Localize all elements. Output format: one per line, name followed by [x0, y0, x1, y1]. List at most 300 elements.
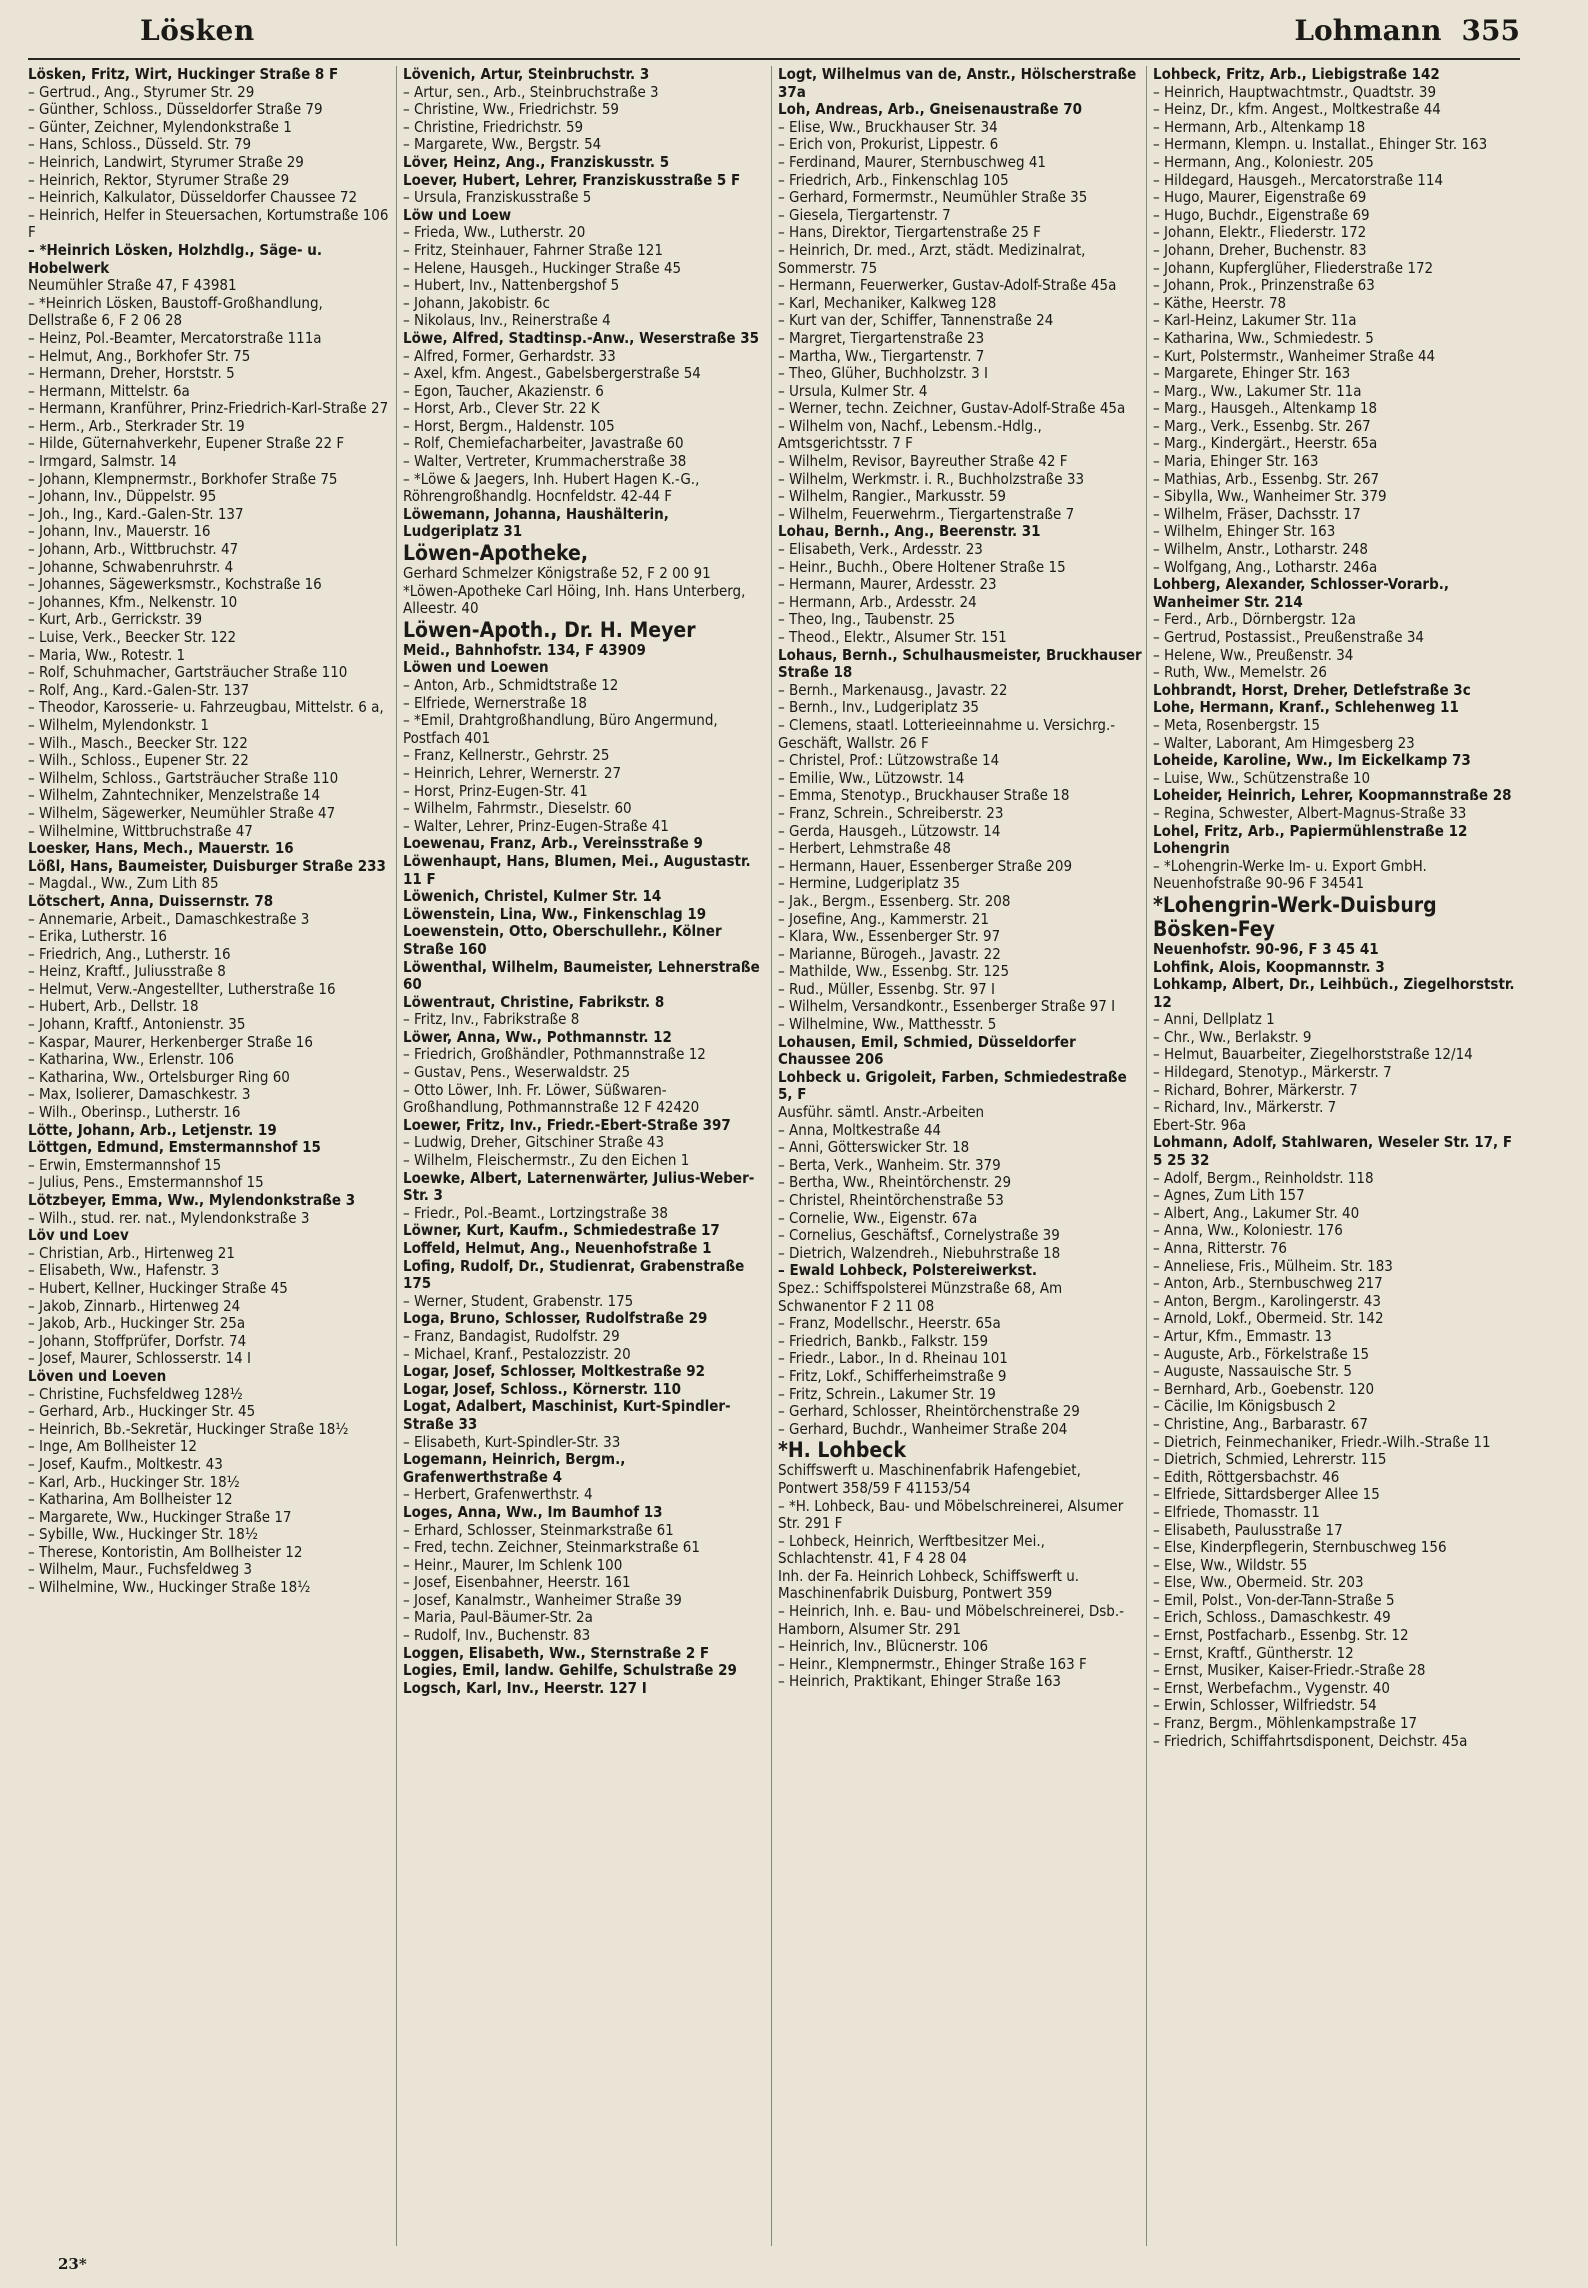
- directory-entry: – Ernst, Postfacharb., Essenbg. Str. 12: [1153, 1626, 1409, 1645]
- directory-entry: Logt, Wilhelmus van de, Anstr., Hölscherstraße 37a: [778, 66, 1137, 101]
- directory-entry: Schiffswerft u. Maschinenfabrik Hafengebiet, Pontwert 358/59 F 41153/54: [778, 1461, 1081, 1497]
- directory-entry: – Ernst, Kraftf., Güntherstr. 12: [1153, 1643, 1354, 1662]
- directory-entry: – Rudolf, Inv., Buchenstr. 83: [403, 1626, 591, 1645]
- directory-entry: – Franz, Bandagist, Rudolfstr. 29: [403, 1326, 620, 1345]
- directory-entry: – Meta, Rosenbergstr. 15: [1153, 715, 1320, 734]
- directory-entry: Loges, Anna, Ww., Im Baumhof 13: [403, 1502, 663, 1521]
- directory-entry: – Hugo, Buchdr., Eigenstraße 69: [1153, 205, 1370, 224]
- directory-entry: – Christine, Ang., Barbarastr. 67: [1153, 1414, 1368, 1433]
- directory-entry: – Johann, Inv., Düppelstr. 95: [28, 487, 217, 506]
- directory-entry: – Wilhelmine, Wittbruchstraße 47: [28, 821, 253, 840]
- directory-entry: – Joh., Ing., Kard.-Galen-Str. 137: [28, 504, 244, 523]
- directory-entry: – Theo, Ing., Taubenstr. 25: [778, 610, 956, 629]
- directory-entry: Lohel, Fritz, Arb., Papiermühlenstraße 12: [1153, 821, 1468, 840]
- directory-entry: – Wolfgang, Ang., Lotharstr. 246a: [1153, 557, 1378, 576]
- directory-entry: – Inge, Am Bollheister 12: [28, 1437, 197, 1456]
- directory-entry: Lohbeck, Fritz, Arb., Liebigstraße 142: [1153, 66, 1440, 83]
- directory-entry: – Josef, Kanalmstr., Wanheimer Straße 39: [403, 1590, 682, 1609]
- directory-entry: – Horst, Prinz-Eugen-Str. 41: [403, 781, 588, 800]
- directory-entry: – Johann, Prok., Prinzenstraße 63: [1153, 276, 1375, 295]
- directory-entry: Löwen und Loewen: [403, 658, 549, 677]
- directory-entry: Neumühler Straße 47, F 43981: [28, 276, 237, 295]
- directory-entry: – Hilde, Güternahverkehr, Eupener Straße 22 F: [28, 434, 345, 453]
- directory-entry: – Annemarie, Arbeit., Damaschkestraße 3: [28, 909, 310, 928]
- directory-entry: – Wilhelm, Fleischermstr., Zu den Eichen 1: [403, 1151, 690, 1170]
- directory-entry: – Hildegard, Stenotyp., Märkerstr. 7: [1153, 1063, 1392, 1082]
- directory-entry: – Günther, Schloss., Düsseldorfer Straße 79: [28, 100, 323, 119]
- directory-entry: – Gerhard, Buchdr., Wanheimer Straße 204: [778, 1419, 1068, 1438]
- directory-entry: – Marg., Hausgeh., Altenkamp 18: [1153, 399, 1378, 418]
- directory-entry: Löwen-Apotheke,: [403, 541, 589, 566]
- directory-entry: – Rolf, Chemiefacharbeiter, Javastraße 60: [403, 434, 684, 453]
- directory-entry: – Cäcilie, Im Königsbusch 2: [1153, 1397, 1336, 1416]
- directory-entry: – Rolf, Ang., Kard.-Galen-Str. 137: [28, 680, 250, 699]
- directory-entry: Löwer, Anna, Ww., Pothmannstr. 12: [403, 1027, 672, 1046]
- directory-entry: – Rolf, Schuhmacher, Gartsträucher Straße 110: [28, 663, 348, 682]
- directory-entry: – Mathilde, Ww., Essenbg. Str. 125: [778, 962, 1010, 981]
- directory-entry: – Johann, Klempnermstr., Borkhofer Straße 75: [28, 469, 338, 488]
- directory-entry: – Wilhelm, Rangier., Markusstr. 59: [778, 487, 1007, 506]
- directory-entry: – Heinrich, Kalkulator, Düsseldorfer Chaussee 72: [28, 188, 358, 207]
- directory-entry: – Franz, Modellschr., Heerstr. 65a: [778, 1314, 1001, 1333]
- directory-entry: – Hugo, Maurer, Eigenstraße 69: [1153, 188, 1367, 207]
- directory-entry: – Fred, techn. Zeichner, Steinmarkstraße 61: [403, 1538, 700, 1557]
- directory-entry: – Martha, Ww., Tiergartenstr. 7: [778, 346, 985, 365]
- directory-entry: Lohau, Bernh., Ang., Beerenstr. 31: [778, 522, 1041, 541]
- directory-entry: – Margarete, Ww., Bergstr. 54: [403, 135, 602, 154]
- directory-entry: *Lohengrin-Werk-Duisburg Bösken-Fey: [1153, 892, 1437, 941]
- directory-entry: – Friedrich, Bankb., Falkstr. 159: [778, 1331, 989, 1350]
- directory-entry: – *Löwe & Jaegers, Inh. Hubert Hagen K.-G., Röhrengroßhandlg. Hocnfeldstr. 42-44 F: [403, 469, 700, 506]
- directory-entry: – Wilh., stud. rer. nat., Mylendonkstraße 3: [28, 1208, 310, 1227]
- directory-entry: Löven und Loeven: [28, 1366, 167, 1385]
- directory-entry: – Emma, Stenotyp., Bruckhauser Straße 18: [778, 786, 1070, 805]
- directory-entry: – Walter, Laborant, Am Himgesberg 23: [1153, 733, 1415, 752]
- directory-entry: – Gerhard, Arb., Huckinger Str. 45: [28, 1402, 256, 1421]
- directory-entry: – Ernst, Werbefachm., Vygenstr. 40: [1153, 1678, 1390, 1697]
- directory-entry: – Heinrich, Dr. med., Arzt, städt. Medizinalrat, Sommerstr. 75: [778, 240, 1086, 277]
- directory-entry: – Ewald Lohbeck, Polstereiwerkst.: [778, 1261, 1038, 1280]
- directory-entry: – Johann, Dreher, Buchenstr. 83: [1153, 240, 1367, 259]
- directory-entry: – Walter, Lehrer, Prinz-Eugen-Straße 41: [403, 816, 669, 835]
- directory-entry: – Klara, Ww., Essenberger Str. 97: [778, 927, 1001, 946]
- directory-entry: – Hermann, Ang., Koloniestr. 205: [1153, 152, 1374, 171]
- directory-entry: – Ursula, Franziskusstraße 5: [403, 188, 592, 207]
- directory-entry: – Wilhelm, Fräser, Dachsstr. 17: [1153, 504, 1361, 523]
- directory-entry: – Anton, Arb., Sternbuschweg 217: [1153, 1274, 1383, 1293]
- directory-entry: – Alfred, Former, Gerhardstr. 33: [403, 346, 616, 365]
- page-header: [28, 10, 1520, 60]
- directory-entry: Lohberg, Alexander, Schlosser-Vorarb., Wanheimer Str. 214: [1153, 575, 1450, 611]
- directory-entry: Loewenstein, Otto, Oberschullehr., Kölner Straße 160: [403, 922, 722, 958]
- directory-entry: – Luise, Verk., Beecker Str. 122: [28, 628, 237, 646]
- directory-entry: Logar, Josef, Schloss., Körnerstr. 110: [403, 1379, 682, 1398]
- directory-entry: Lohfink, Alois, Koopmannstr. 3: [1153, 957, 1385, 976]
- directory-entry: Loever, Hubert, Lehrer, Franziskusstraße 5 F: [403, 170, 741, 189]
- directory-entry: – Anni, Dellplatz 1: [1153, 1010, 1275, 1029]
- directory-entry: – Emilie, Ww., Lützowstr. 14: [778, 768, 965, 787]
- directory-entry: Loggen, Elisabeth, Ww., Sternstraße 2 F: [403, 1643, 710, 1662]
- directory-entry: Loewke, Albert, Laternenwärter, Julius-Weber-Str. 3: [403, 1168, 755, 1205]
- directory-entry: Loheider, Heinrich, Lehrer, Koopmannstraße 28: [1153, 786, 1512, 805]
- directory-entry: Löwen-Apoth., Dr. H. Meyer: [403, 617, 696, 642]
- directory-entry: – Heinrich, Praktikant, Ehinger Straße 163: [778, 1672, 1062, 1691]
- directory-entry: – Katharina, Ww., Ortelsburger Ring 60: [28, 1067, 290, 1086]
- directory-entry: – Wilhelm, Schloss., Gartsträucher Straße 110: [28, 768, 339, 787]
- directory-entry: – Emil, Polst., Von-der-Tann-Straße 5: [1153, 1590, 1395, 1609]
- directory-entry: – Heinz, Kraftf., Juliusstraße 8: [28, 962, 226, 981]
- directory-entry: Lövenich, Artur, Steinbruchstr. 3: [403, 66, 650, 83]
- directory-entry: – Hubert, Kellner, Huckinger Straße 45: [28, 1278, 288, 1297]
- directory-entry: – Herbert, Lehmstraße 48: [778, 839, 951, 858]
- directory-entry: – Sybille, Ww., Huckinger Str. 18½: [28, 1525, 258, 1544]
- directory-entry: – Fritz, Inv., Fabrikstraße 8: [403, 1010, 580, 1029]
- directory-entry: – Else, Kinderpflegerin, Sternbuschweg 156: [1153, 1538, 1447, 1557]
- directory-entry: – Anna, Moltkestraße 44: [778, 1120, 942, 1139]
- directory-entry: Gerhard Schmelzer Königstraße 52, F 2 00 91: [403, 564, 711, 583]
- directory-entry: Lohmann, Adolf, Stahlwaren, Weseler Str. 17, F 5 25 32: [1153, 1133, 1513, 1170]
- directory-entry: – Christine, Ww., Friedrichstr. 59: [403, 100, 619, 119]
- directory-entry: – Heinrich, Rektor, Styrumer Straße 29: [28, 170, 290, 189]
- directory-entry: – Hermann, Kranführer, Prinz-Friedrich-Karl-Straße 27: [28, 399, 389, 418]
- page-number: 355: [1461, 14, 1520, 47]
- directory-entry: – Helmut, Bauarbeiter, Ziegelhorststraße 12/14: [1153, 1045, 1473, 1064]
- directory-entry: Logat, Adalbert, Maschinist, Kurt-Spindler-Straße 33: [403, 1397, 731, 1433]
- directory-entry: – Heinz, Pol.-Beamter, Mercatorstraße 111a: [28, 328, 322, 347]
- directory-entry: – Johann, Kraftf., Antonienstr. 35: [28, 1015, 246, 1034]
- directory-entry: – Mathias, Arb., Essenbg. Str. 267: [1153, 469, 1380, 488]
- directory-entry: – Friedr., Labor., In d. Rheinau 101: [778, 1349, 1008, 1368]
- directory-entry: – Karl, Mechaniker, Kalkweg 128: [778, 293, 997, 312]
- directory-entry: – Erika, Lutherstr. 16: [28, 927, 167, 946]
- directory-entry: – Friedr., Pol.-Beamt., Lortzingstraße 38: [403, 1203, 668, 1222]
- directory-entry: – Gerda, Hausgeh., Lützowstr. 14: [778, 821, 1001, 840]
- directory-entry: – Wilhelmine, Ww., Matthesstr. 5: [778, 1015, 997, 1034]
- directory-entry: – Egon, Taucher, Akazienstr. 6: [403, 381, 604, 400]
- directory-entry: – Magdal., Ww., Zum Lith 85: [28, 874, 219, 893]
- directory-entry: Lößl, Hans, Baumeister, Duisburger Straße 233: [28, 856, 386, 875]
- directory-entry: – Rud., Müller, Essenbg. Str. 97 I: [778, 979, 996, 998]
- directory-entry: – Wilh., Oberinsp., Lutherstr. 16: [28, 1103, 241, 1122]
- directory-entry: – Dietrich, Schmied, Lehrerstr. 115: [1153, 1450, 1387, 1469]
- column-1: [28, 66, 397, 2246]
- directory-entry: – Ernst, Musiker, Kaiser-Friedr.-Straße 28: [1153, 1661, 1426, 1680]
- directory-entry: – Elisabeth, Kurt-Spindler-Str. 33: [403, 1432, 621, 1451]
- header-right: [1274, 14, 1520, 47]
- directory-entry: – Elisabeth, Paulusstraße 17: [1153, 1520, 1343, 1539]
- directory-entry: – Gertrud, Postassist., Preußenstraße 34: [1153, 628, 1425, 646]
- column-2: [403, 66, 772, 2246]
- directory-entry: Inh. der Fa. Heinrich Lohbeck, Schiffswerft u. Maschinenfabrik Duisburg, Pontwert 359: [778, 1566, 1080, 1603]
- directory-entry: – Anneliese, Fris., Mülheim. Str. 183: [1153, 1256, 1393, 1275]
- directory-entry: – Gerhard, Schlosser, Rheintörchenstraße 29: [778, 1402, 1080, 1421]
- directory-entry: – Heinrich, Lehrer, Wernerstr. 27: [403, 763, 622, 782]
- directory-entry: – Gerhard, Formermstr., Neumühler Straße 35: [778, 188, 1088, 207]
- directory-entry: Löwenich, Christel, Kulmer Str. 14: [403, 887, 662, 906]
- directory-entry: – Wilhelm, Revisor, Bayreuther Straße 42 F: [778, 452, 1068, 471]
- directory-entry: – Bertha, Ww., Rheintörchenstr. 29: [778, 1173, 1012, 1192]
- directory-entry: – Hildegard, Hausgeh., Mercatorstraße 114: [1153, 170, 1444, 189]
- directory-entry: – Wilhelm, Fahrmstr., Dieselstr. 60: [403, 799, 632, 818]
- directory-entry: – Heinrich, Inh. e. Bau- und Möbelschreinerei, Dsb.-Hamborn, Alsumer Str. 291: [778, 1602, 1125, 1638]
- directory-entry: Loewenau, Franz, Arb., Vereinsstraße 9: [403, 834, 703, 853]
- directory-entry: – Else, Ww., Obermeid. Str. 203: [1153, 1573, 1364, 1592]
- directory-entry: – Maria, Ww., Rotestr. 1: [28, 645, 186, 664]
- directory-entry: – Hans, Direktor, Tiergartenstraße 25 F: [778, 223, 1041, 242]
- directory-entry: – *Lohengrin-Werke Im- u. Export GmbH. Neuenhofstraße 90-96 F 34541: [1153, 856, 1427, 893]
- directory-entry: – Wilhelm, Zahntechniker, Menzelstraße 14: [28, 786, 321, 805]
- directory-entry: – Clemens, staatl. Lotterieeinnahme u. Versichrg.-Geschäft, Wallstr. 26 F: [778, 715, 1116, 752]
- column-4: [1153, 66, 1522, 2246]
- directory-entry: – Johann, Elektr., Fliederstr. 172: [1153, 223, 1367, 242]
- directory-entry: – Wilhelm, Werkmstr. i. R., Buchholzstraße 33: [778, 469, 1085, 488]
- directory-entry: – Helene, Hausgeh., Huckinger Straße 45: [403, 258, 682, 277]
- directory-entry: Ausführ. sämtl. Anstr.-Arbeiten: [778, 1103, 985, 1122]
- directory-entry: – Artur, Kfm., Emmastr. 13: [1153, 1326, 1332, 1345]
- directory-entry: – Gertrud., Ang., Styrumer Str. 29: [28, 82, 255, 101]
- directory-entry: Ebert-Str. 96a: [1153, 1115, 1247, 1134]
- directory-entry: – Ursula, Kulmer Str. 4: [778, 381, 928, 400]
- directory-entry: *H. Lohbeck: [778, 1438, 907, 1463]
- directory-entry: – Karl-Heinz, Lakumer Str. 11a: [1153, 311, 1357, 330]
- directory-entry: Lösken, Fritz, Wirt, Huckinger Straße 8 F: [28, 66, 339, 83]
- directory-entry: Löwemann, Johanna, Haushälterin, Ludgeriplatz 31: [403, 504, 669, 541]
- directory-entry: – Werner, Student, Grabenstr. 175: [403, 1291, 634, 1310]
- directory-entry: Neuenhofstr. 90-96, F 3 45 41: [1153, 939, 1379, 958]
- directory-entry: – Josef, Kaufm., Moltkestr. 43: [28, 1454, 223, 1473]
- directory-entry: – Cornelie, Ww., Eigenstr. 67a: [778, 1208, 978, 1227]
- directory-entry: Loga, Bruno, Schlosser, Rudolfstraße 29: [403, 1309, 708, 1328]
- directory-entry: – Dietrich, Feinmechaniker, Friedr.-Wilh.-Straße 11: [1153, 1432, 1491, 1451]
- directory-entry: – Michael, Kranf., Pestalozzistr. 20: [403, 1344, 631, 1363]
- directory-entry: – Maria, Ehinger Str. 163: [1153, 452, 1319, 471]
- directory-entry: – Anna, Ww., Koloniestr. 176: [1153, 1221, 1343, 1240]
- directory-entry: – Karl, Arb., Huckinger Str. 18½: [28, 1472, 240, 1491]
- directory-entry: – Fritz, Schrein., Lakumer Str. 19: [778, 1384, 996, 1403]
- directory-entry: – Kurt, Polstermstr., Wanheimer Straße 44: [1153, 346, 1436, 365]
- directory-entry: – Else, Ww., Wildstr. 55: [1153, 1555, 1308, 1574]
- directory-entry: – *Emil, Drahtgroßhandlung, Büro Angermund, Postfach 401: [403, 711, 718, 747]
- directory-entry: – Frieda, Ww., Lutherstr. 20: [403, 223, 586, 242]
- directory-entry: – Theo, Glüher, Buchholzstr. 3 I: [778, 364, 989, 383]
- directory-entry: – Hermann, Mittelstr. 6a: [28, 381, 190, 400]
- column-3: [778, 66, 1147, 2246]
- directory-entry: Lohbrandt, Horst, Dreher, Detlefstraße 3c: [1153, 680, 1471, 699]
- directory-entry: – Berta, Verk., Wanheim. Str. 379: [778, 1155, 1001, 1174]
- directory-entry: Meid., Bahnhofstr. 134, F 43909: [403, 640, 646, 659]
- directory-entry: – Johann, Stoffprüfer, Dorfstr. 74: [28, 1331, 247, 1350]
- directory-entry: – Wilhelm, Mylendonkstr. 1: [28, 715, 209, 734]
- directory-entry: – Ludwig, Dreher, Gitschiner Straße 43: [403, 1133, 665, 1152]
- directory-entry: – Wilhelm, Sägewerker, Neumühler Straße 47: [28, 803, 336, 822]
- directory-entry: Loesker, Hans, Mech., Mauerstr. 16: [28, 839, 294, 858]
- directory-entry: – Erich von, Prokurist, Lippestr. 6: [778, 135, 999, 154]
- directory-entry: – Wilhelmine, Ww., Huckinger Straße 18½: [28, 1578, 311, 1597]
- directory-entry: – Wilhelm, Maur., Fuchsfeldweg 3: [28, 1560, 253, 1579]
- directory-entry: – Richard, Inv., Märkerstr. 7: [1153, 1098, 1337, 1117]
- directory-entry: – Marg., Ww., Lakumer Str. 11a: [1153, 381, 1362, 400]
- directory-entry: – Josef, Eisenbahner, Heerstr. 161: [403, 1573, 631, 1592]
- directory-entry: – Regina, Schwester, Albert-Magnus-Straße 33: [1153, 803, 1467, 822]
- directory-entry: – Helmut, Verw.-Angestellter, Lutherstraße 16: [28, 979, 336, 998]
- directory-entry: – Bernhard, Arb., Goebenstr. 120: [1153, 1379, 1375, 1398]
- directory-entry: – Fritz, Steinhauer, Fahrner Straße 121: [403, 240, 663, 259]
- directory-entry: – Heinr., Klempnermstr., Ehinger Straße 163 F: [778, 1654, 1087, 1673]
- directory-entry: Lötte, Johann, Arb., Letjenstr. 19: [28, 1120, 277, 1139]
- directory-entry: – Maria, Paul-Bäumer-Str. 2a: [403, 1608, 593, 1627]
- directory-entry: Löv und Loev: [28, 1226, 129, 1245]
- directory-entry: – Hubert, Arb., Dellstr. 18: [28, 997, 199, 1016]
- directory-entry: – Anton, Bergm., Karolingerstr. 43: [1153, 1291, 1381, 1310]
- directory-entry: – Bernh., Markenausg., Javastr. 22: [778, 680, 1008, 699]
- directory-entry: – Christine, Fuchsfeldweg 128½: [28, 1384, 243, 1403]
- directory-entry: – Hermine, Ludgeriplatz 35: [778, 874, 961, 893]
- directory-entry: – Ferdinand, Maurer, Sternbuschweg 41: [778, 152, 1046, 171]
- directory-entry: – Marg., Verk., Essenbg. Str. 267: [1153, 416, 1371, 435]
- directory-entry: – Elfriede, Wernerstraße 18: [403, 693, 587, 712]
- directory-entry: – Elise, Ww., Bruckhauser Str. 34: [778, 117, 998, 136]
- directory-entry: – Kaspar, Maurer, Herkenberger Straße 16: [28, 1032, 313, 1051]
- directory-entry: – Erich, Schloss., Damaschkestr. 49: [1153, 1608, 1391, 1627]
- directory-entry: – *Heinrich Lösken, Holzhdlg., Säge- u. Hobelwerk: [28, 240, 323, 277]
- directory-entry: – Marianne, Bürogeh., Javastr. 22: [778, 944, 1001, 963]
- directory-entry: – Käthe, Heerstr. 78: [1153, 293, 1287, 312]
- directory-entry: – Heinrich, Helfer in Steuersachen, Kortumstraße 106 F: [28, 205, 389, 242]
- directory-entry: – Christine, Friedrichstr. 59: [403, 117, 584, 136]
- directory-entry: Logies, Emil, landw. Gehilfe, Schulstraße 29: [403, 1661, 737, 1680]
- directory-entry: – Hermann, Hauer, Essenberger Straße 209: [778, 856, 1073, 875]
- directory-entry: Logemann, Heinrich, Bergm., Grafenwerthstraße 4: [403, 1450, 626, 1486]
- directory-entry: – Otto Löwer, Inh. Fr. Löwer, Süßwaren-Großhandlung, Pothmannstraße 12 F 42420: [403, 1080, 700, 1117]
- directory-entry: – Elfriede, Thomasstr. 11: [1153, 1502, 1320, 1521]
- directory-entry: – Katharina, Ww., Schmiedestr. 5: [1153, 328, 1374, 347]
- directory-entry: – Jakob, Zinnarb., Hirtenweg 24: [28, 1296, 241, 1315]
- directory-entry: – Arnold, Lokf., Obermeid. Str. 142: [1153, 1309, 1384, 1328]
- directory-entry: – Johann, Inv., Mauerstr. 16: [28, 522, 211, 541]
- directory-entry: – Wilh., Schloss., Eupener Str. 22: [28, 751, 249, 770]
- directory-columns: [28, 66, 1528, 2246]
- footer-signature: 23*: [58, 2255, 87, 2273]
- directory-entry: Löwenhaupt, Hans, Blumen, Mei., Augustastr. 11 F: [403, 851, 751, 888]
- directory-entry: Lohe, Hermann, Kranf., Schlehenweg 11: [1153, 698, 1459, 717]
- directory-entry: – Johannes, Sägewerksmstr., Kochstraße 16: [28, 575, 322, 594]
- directory-entry: Loffeld, Helmut, Ang., Neuenhofstraße 1: [403, 1239, 712, 1257]
- directory-entry: Lohausen, Emil, Schmied, Düsseldorfer Chaussee 206: [778, 1032, 1076, 1069]
- directory-entry: – Kurt, Arb., Gerrickstr. 39: [28, 610, 203, 629]
- directory-entry: Löw und Loew: [403, 205, 512, 224]
- directory-entry: – Heinrich, Inv., Blücnerstr. 106: [778, 1637, 989, 1656]
- directory-entry: – Dietrich, Walzendreh., Niebuhrstraße 18: [778, 1243, 1061, 1262]
- directory-entry: – Chr., Ww., Berlakstr. 9: [1153, 1027, 1312, 1046]
- directory-entry: – Auguste, Nassauische Str. 5: [1153, 1362, 1352, 1381]
- directory-entry: – Bernh., Inv., Ludgeriplatz 35: [778, 698, 979, 717]
- directory-entry: – Josef, Maurer, Schlosserstr. 14 I: [28, 1349, 251, 1368]
- directory-entry: – Wilhelm, Versandkontr., Essenberger Straße 97 I: [778, 997, 1116, 1016]
- directory-entry: – Hubert, Inv., Nattenbergshof 5: [403, 276, 620, 295]
- directory-entry: – Franz, Bergm., Möhlenkampstraße 17: [1153, 1714, 1418, 1733]
- directory-entry: – Herm., Arb., Sterkrader Str. 19: [28, 416, 245, 435]
- directory-entry: Löttgen, Edmund, Emstermannshof 15: [28, 1138, 321, 1157]
- directory-entry: Löwner, Kurt, Kaufm., Schmiedestraße 17: [403, 1221, 720, 1240]
- directory-entry: – Helmut, Ang., Borkhofer Str. 75: [28, 346, 251, 365]
- directory-entry: Lötschert, Anna, Duissernstr. 78: [28, 891, 274, 910]
- directory-entry: – Johann, Arb., Wittbruchstr. 47: [28, 540, 239, 559]
- directory-entry: – Heinrich, Hauptwachtmstr., Quadtstr. 39: [1153, 82, 1437, 101]
- directory-entry: – Adolf, Bergm., Reinholdstr. 118: [1153, 1168, 1374, 1187]
- directory-entry: Spez.: Schiffspolsterei Münzstraße 68, Am Schwanentor F 2 11 08: [778, 1278, 1063, 1315]
- directory-entry: – Christel, Prof.: Lützowstraße 14: [778, 751, 1000, 770]
- directory-entry: Logar, Josef, Schlosser, Moltkestraße 92: [403, 1362, 706, 1381]
- directory-entry: Lötzbeyer, Emma, Ww., Mylendonkstraße 3: [28, 1191, 356, 1209]
- directory-entry: – Wilhelm von, Nachf., Lebensm.-Hdlg., Amtsgerichtsstr. 7 F: [778, 416, 1042, 453]
- header-left-keyword: Lösken: [140, 14, 255, 47]
- directory-entry: – Elfriede, Sittardsberger Allee 15: [1153, 1485, 1380, 1504]
- directory-entry: – Erwin, Schlosser, Wilfriedstr. 54: [1153, 1696, 1377, 1715]
- directory-entry: – Hermann, Arb., Ardesstr. 24: [778, 592, 977, 611]
- directory-entry: – Heinz, Dr., kfm. Angest., Moltkestraße 44: [1153, 100, 1441, 119]
- directory-entry: – Johannes, Kfm., Nelkenstr. 10: [28, 592, 238, 611]
- directory-entry: – Josefine, Ang., Kammerstr. 21: [778, 909, 989, 928]
- directory-entry: – Friedrich, Ang., Lutherstr. 16: [28, 944, 231, 963]
- directory-entry: – Günter, Zeichner, Mylendonkstraße 1: [28, 117, 292, 136]
- directory-entry: – Helene, Ww., Preußenstr. 34: [1153, 645, 1354, 664]
- directory-entry: – Wilhelm, Feuerwehrm., Tiergartenstraße 7: [778, 504, 1075, 523]
- directory-entry: – Erhard, Schlosser, Steinmarkstraße 61: [403, 1520, 674, 1539]
- directory-entry: – Wilh., Masch., Beecker Str. 122: [28, 733, 248, 752]
- directory-entry: – Walter, Vertreter, Krummacherstraße 38: [403, 452, 687, 471]
- directory-entry: – Margarete, Ehinger Str. 163: [1153, 364, 1351, 383]
- directory-entry: – Elisabeth, Ww., Hafenstr. 3: [28, 1261, 220, 1280]
- directory-entry: – Nikolaus, Inv., Reinerstraße 4: [403, 311, 611, 330]
- directory-entry: – Margarete, Ww., Huckinger Straße 17: [28, 1507, 292, 1526]
- directory-entry: – Auguste, Arb., Förkelstraße 15: [1153, 1344, 1370, 1363]
- directory-entry: – Max, Isolierer, Damaschkestr. 3: [28, 1085, 251, 1104]
- directory-entry: – Marg., Kindergärt., Heerstr. 65a: [1153, 434, 1378, 453]
- directory-entry: – Axel, kfm. Angest., Gabelsbergerstraße 54: [403, 364, 701, 383]
- directory-entry: – Theod., Elektr., Alsumer Str. 151: [778, 628, 1007, 646]
- directory-entry: – Heinrich, Bb.-Sekretär, Huckinger Straße 18½: [28, 1419, 349, 1438]
- directory-entry: – Hermann, Arb., Altenkamp 18: [1153, 117, 1366, 136]
- directory-entry: *Löwen-Apotheke Carl Höing, Inh. Hans Unterberg, Alleestr. 40: [403, 581, 746, 618]
- directory-entry: – Katharina, Am Bollheister 12: [28, 1490, 233, 1509]
- directory-entry: – Ferd., Arb., Dörnbergstr. 12a: [1153, 610, 1356, 629]
- directory-entry: Löwe, Alfred, Stadtinsp.-Anw., Weserstraße 35: [403, 328, 760, 347]
- directory-entry: – Franz, Schrein., Schreiberstr. 23: [778, 803, 1004, 822]
- directory-entry: – Wilhelm, Anstr., Lotharstr. 248: [1153, 540, 1368, 559]
- directory-entry: – Giesela, Tiergartenstr. 7: [778, 205, 951, 224]
- directory-entry: – Erwin, Emstermannshof 15: [28, 1155, 222, 1174]
- directory-entry: Löwenthal, Wilhelm, Baumeister, Lehnerstraße 60: [403, 957, 760, 994]
- directory-entry: – Christian, Arb., Hirtenweg 21: [28, 1243, 235, 1262]
- directory-entry: Loheide, Karoline, Ww., Im Eickelkamp 73: [1153, 751, 1471, 770]
- directory-entry: Löwentraut, Christine, Fabrikstr. 8: [403, 992, 665, 1011]
- header-right-keyword: Lohmann: [1294, 14, 1442, 47]
- directory-entry: – Katharina, Ww., Erlenstr. 106: [28, 1050, 235, 1069]
- directory-entry: – Edith, Röttgersbachstr. 46: [1153, 1467, 1340, 1486]
- directory-entry: – Herbert, Grafenwerthstr. 4: [403, 1485, 593, 1504]
- directory-entry: – Christel, Rheintörchenstraße 53: [778, 1191, 1004, 1209]
- directory-entry: – Anna, Ritterstr. 76: [1153, 1239, 1287, 1257]
- directory-entry: – Anton, Arb., Schmidtstraße 12: [403, 676, 619, 694]
- directory-entry: Lofing, Rudolf, Dr., Studienrat, Grabenstraße 175: [403, 1256, 745, 1293]
- directory-entry: – Richard, Bohrer, Märkerstr. 7: [1153, 1080, 1358, 1099]
- directory-entry: – *Heinrich Lösken, Baustoff-Großhandlung, Dellstraße 6, F 2 06 28: [28, 293, 323, 330]
- directory-entry: – Friedrich, Schiffahrtsdisponent, Deichstr. 45a: [1153, 1731, 1468, 1750]
- directory-entry: Lohbeck u. Grigoleit, Farben, Schmiedestraße 5, F: [778, 1067, 1127, 1104]
- directory-entry: – Elisabeth, Verk., Ardesstr. 23: [778, 540, 983, 559]
- directory-entry: – Kurt van der, Schiffer, Tannenstraße 24: [778, 311, 1054, 330]
- directory-entry: – Anni, Götterswicker Str. 18: [778, 1138, 970, 1157]
